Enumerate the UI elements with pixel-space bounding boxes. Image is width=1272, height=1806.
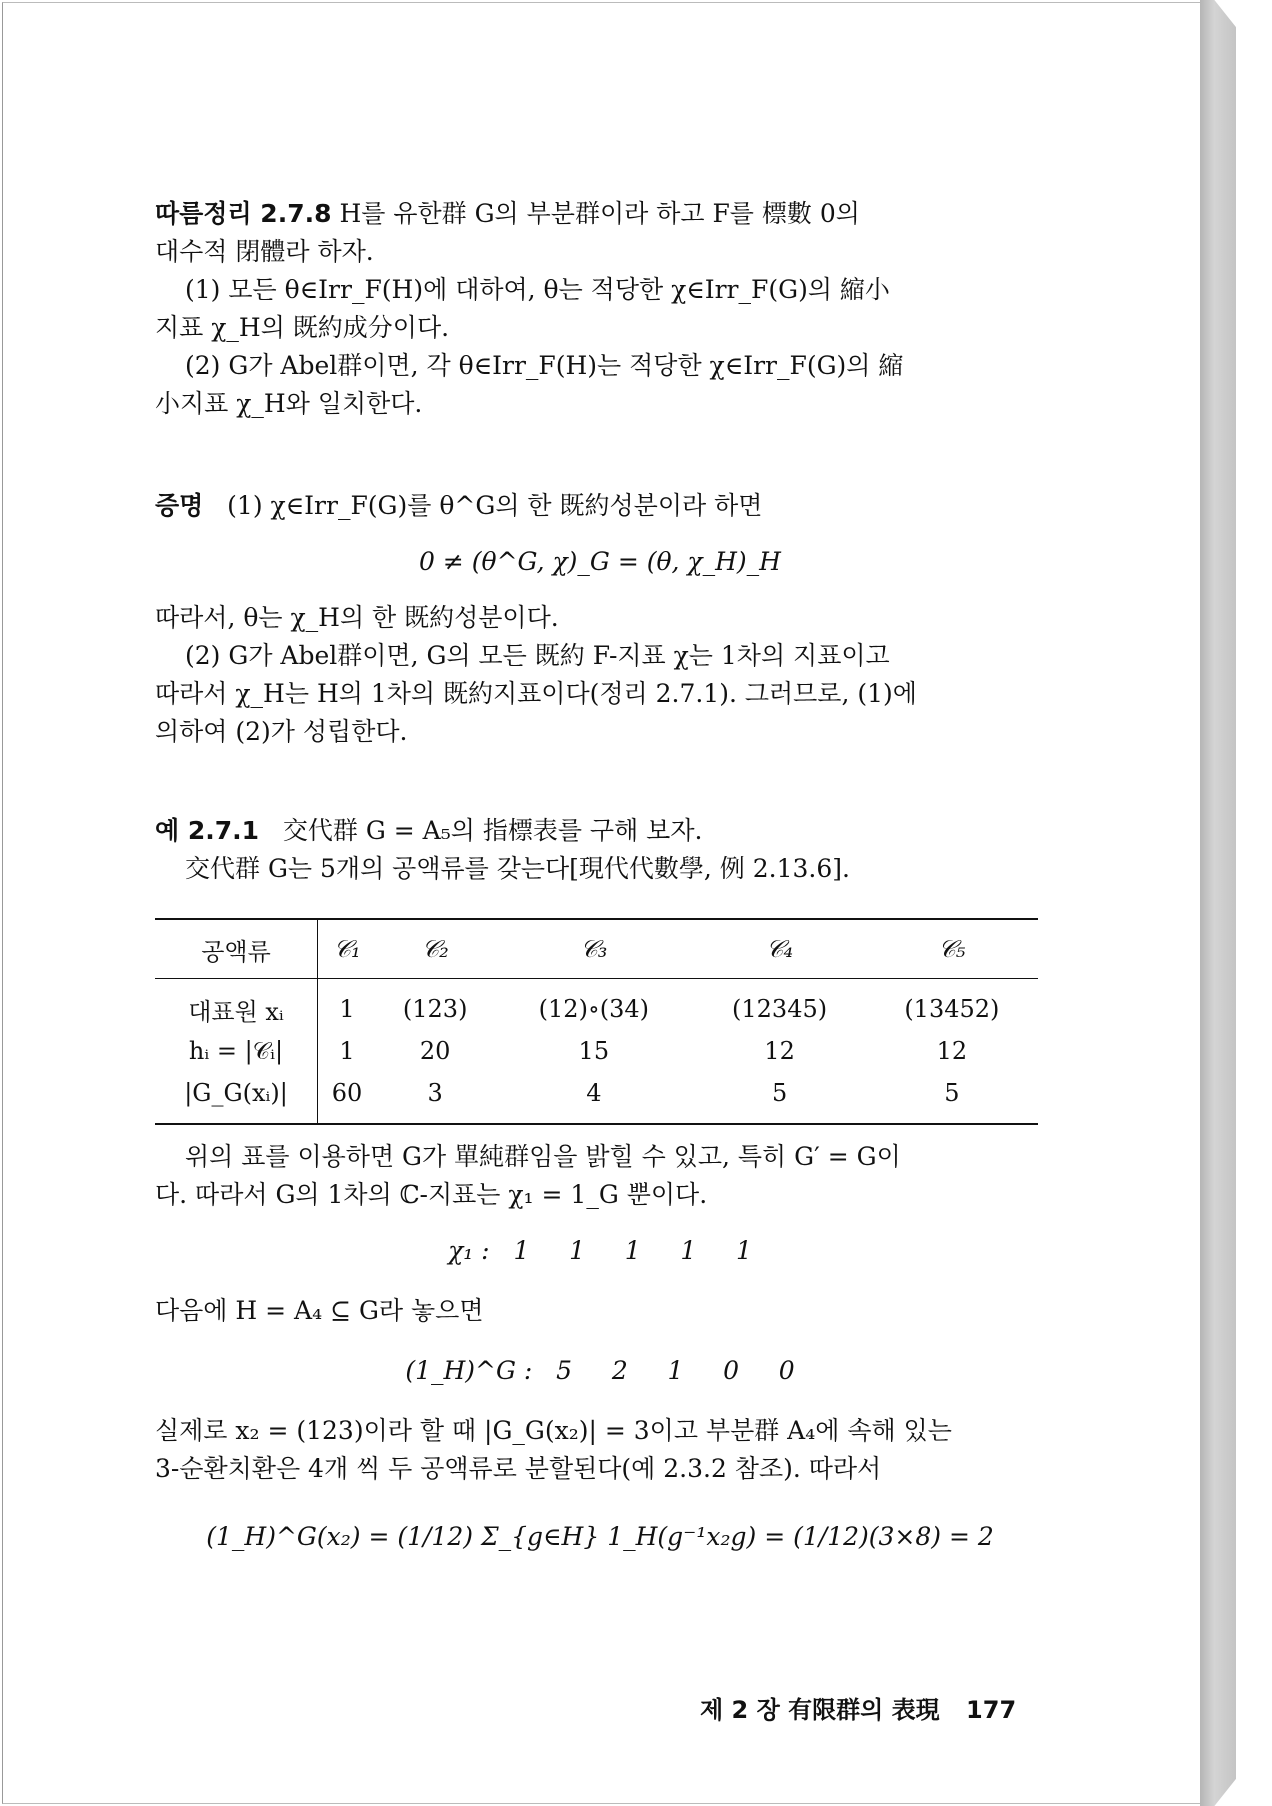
table-cell: 12 <box>936 1037 968 1065</box>
proof-line: 따라서, θ는 χ_H의 한 既約성분이다. <box>155 603 559 632</box>
table-cell: (12345) <box>732 995 828 1023</box>
table-cell: 60 <box>331 1079 363 1107</box>
corollary-block <box>155 195 1045 423</box>
example-line: 交代群 G는 5개의 공액류를 갖는다[現代代數學, 例 2.13.6]. <box>185 854 850 883</box>
chapter-title: 제 2 장 有限群의 表現 <box>700 1696 940 1724</box>
body-line: 실제로 x₂ = (123)이라 할 때 |G_G(x₂)| = 3이고 부분群 A₄에 속해 있는 <box>155 1416 952 1445</box>
proof-line: 의하여 (2)가 성립한다. <box>155 717 408 746</box>
corollary-title: 따름정리 2.7.8 <box>155 199 332 228</box>
induced-formula: (1_H)^G(x₂) = (1/12) Σ_{g∈H} 1_H(g⁻¹x₂g) = (1/12)(3×8) = 2 <box>206 1522 994 1551</box>
after-table-block <box>155 1138 1045 1556</box>
table-cell: 5 <box>771 1079 788 1107</box>
table-header-cell: 𝒞₅ <box>866 919 1038 979</box>
corollary-line: H를 유한群 G의 부분群이라 하고 F를 標數 0의 <box>339 199 860 228</box>
table-cell: 4 <box>586 1079 602 1107</box>
proof-line: (1) χ∈Irr_F(G)를 θ^G의 한 既約성분이라 하면 <box>227 491 763 520</box>
corollary-line: 小지표 χ_H와 일치한다. <box>155 389 423 418</box>
corollary-line: 지표 χ_H의 既約成分이다. <box>155 313 450 342</box>
table-header-cell: 𝒞₂ <box>376 919 494 979</box>
example-line: 交代群 G = A₅의 指標表를 구해 보자. <box>282 816 703 845</box>
table-row <box>155 1030 1038 1072</box>
proof-line: (2) G가 Abel群이면, G의 모든 既約 F-지표 χ는 1차의 지표이고 <box>185 641 890 670</box>
body-line: 3-순환치환은 4개 씩 두 공액류로 분할된다(예 2.3.2 참조). 따라서 <box>155 1454 882 1483</box>
page-number: 177 <box>966 1696 1017 1724</box>
table-cell: 대표원 xᵢ <box>155 979 318 1031</box>
table-header-cell: 𝒞₃ <box>494 919 693 979</box>
chi1-values: χ₁ : 1 1 1 1 1 <box>448 1236 752 1265</box>
example-block <box>155 812 1045 888</box>
body-line: 다. 따라서 G의 1차의 ℂ-지표는 χ₁ = 1_G 뿐이다. <box>155 1180 708 1209</box>
proof-line: 따라서 χ_H는 H의 1차의 既約지표이다(정리 2.7.1). 그러므로, (1)에 <box>155 679 917 708</box>
table-row <box>155 979 1038 1031</box>
example-title: 예 2.7.1 <box>155 816 260 845</box>
table-header-cell: 공액류 <box>155 919 318 979</box>
proof-block <box>155 487 1045 751</box>
page-edge <box>1200 0 1236 1806</box>
table-cell: 20 <box>419 1037 451 1065</box>
body-line: 위의 표를 이용하면 G가 單純群임을 밝힐 수 있고, 특히 G′ = G이 <box>185 1142 901 1171</box>
induced-character-values: (1_H)^G : 5 2 1 0 0 <box>405 1356 795 1385</box>
corollary-line: (1) 모든 θ∈Irr_F(H)에 대하여, θ는 적당한 χ∈Irr_F(G)의 縮小 <box>185 275 890 304</box>
table-cell: (123) <box>402 995 468 1023</box>
proof-title: 증명 <box>155 491 204 520</box>
corollary-line: (2) G가 Abel群이면, 각 θ∈Irr_F(H)는 적당한 χ∈Irr_F(G)의 縮 <box>185 351 904 380</box>
table-header-cell: 𝒞₄ <box>693 919 865 979</box>
table-header-row <box>155 919 1038 979</box>
table-cell: 3 <box>427 1079 443 1107</box>
table-cell: |G_G(xᵢ)| <box>155 1072 318 1124</box>
table-cell: 12 <box>764 1037 795 1065</box>
table-cell: (13452) <box>904 995 1000 1023</box>
table-cell: 1 <box>339 1037 355 1065</box>
corollary-line: 대수적 閉體라 하자. <box>155 237 374 266</box>
proof-formula: 0 ≠ (θ^G, χ)_G = (θ, χ_H)_H <box>419 547 781 576</box>
table-cell: 15 <box>578 1037 610 1065</box>
table-cell: 1 <box>339 995 355 1023</box>
page-footer <box>700 1690 1016 1725</box>
table-cell: 5 <box>944 1079 960 1107</box>
table-cell: hᵢ = |𝒞ᵢ| <box>155 1030 318 1072</box>
body-line: 다음에 H = A₄ ⊆ G라 놓으면 <box>155 1296 484 1325</box>
table-header-cell: 𝒞₁ <box>318 919 377 979</box>
table-cell: (12)∘(34) <box>538 995 649 1023</box>
character-table <box>155 918 1038 1125</box>
table-row <box>155 1072 1038 1124</box>
